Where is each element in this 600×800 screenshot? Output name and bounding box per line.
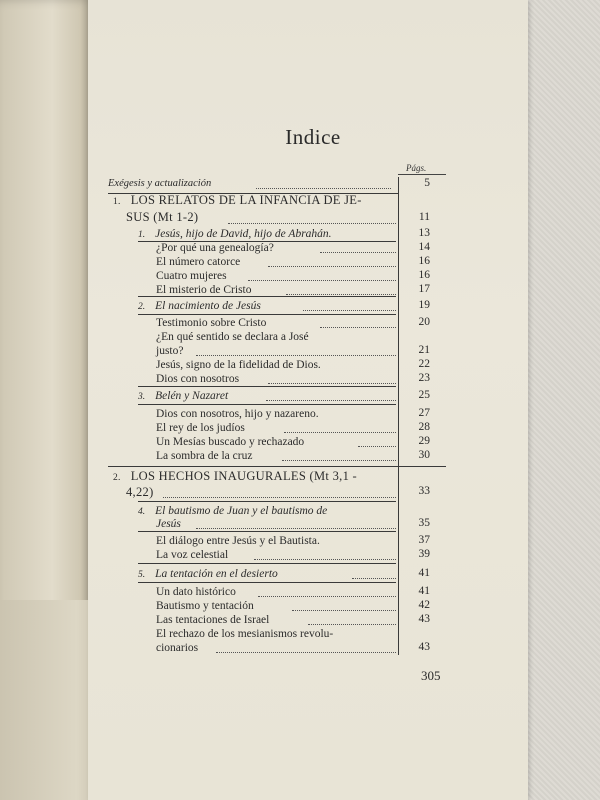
leader-dots bbox=[320, 252, 396, 253]
toc-section-2: 2. LOS HECHOS INAUGURALES (Mt 3,1 - bbox=[113, 469, 358, 483]
toc-section-1-cont: SUS (Mt 1-2) bbox=[126, 210, 199, 224]
toc-subentry: La voz celestial bbox=[156, 549, 229, 561]
leader-dots bbox=[258, 596, 396, 597]
page-number: 27 bbox=[418, 407, 430, 419]
leader-dots bbox=[266, 400, 396, 401]
page-number: 5 bbox=[424, 177, 430, 189]
chapter-rule bbox=[138, 531, 396, 532]
leader-dots bbox=[284, 432, 396, 433]
toc-subentry: Bautismo y tentación bbox=[156, 600, 254, 612]
leader-dots bbox=[254, 559, 396, 560]
page-number: 42 bbox=[418, 599, 430, 611]
leader-dots bbox=[268, 383, 396, 384]
toc-chapter-4-cont: Jesús bbox=[156, 518, 181, 530]
toc-subentry: El número catorce bbox=[156, 256, 241, 268]
toc-subentry: Dios con nosotros, hijo y nazareno. bbox=[156, 408, 319, 420]
leader-dots bbox=[282, 460, 396, 461]
page-number: 21 bbox=[418, 344, 430, 356]
leader-dots bbox=[163, 497, 396, 498]
page-number: 37 bbox=[418, 534, 430, 546]
page-number: 19 bbox=[418, 299, 430, 311]
page-number: 39 bbox=[418, 548, 430, 560]
page-number: 22 bbox=[418, 358, 430, 370]
toc-subentry: El rey de los judíos bbox=[156, 422, 245, 434]
toc-subentry: Cuatro mujeres bbox=[156, 270, 227, 282]
toc-subentry: justo? bbox=[156, 345, 184, 357]
table-of-contents bbox=[88, 0, 528, 800]
chapter-rule bbox=[138, 314, 396, 315]
leader-dots bbox=[292, 610, 396, 611]
chapter-rule bbox=[138, 404, 396, 405]
leader-dots bbox=[228, 223, 396, 224]
page-number: 16 bbox=[418, 255, 430, 267]
leader-dots bbox=[196, 355, 396, 356]
leader-dots bbox=[358, 446, 396, 447]
toc-subentry: Testimonio sobre Cristo bbox=[156, 317, 267, 329]
page-number: 23 bbox=[418, 372, 430, 384]
leader-dots bbox=[268, 266, 396, 267]
leader-dots bbox=[286, 294, 396, 295]
chapter-rule bbox=[138, 582, 396, 583]
page-number: 29 bbox=[418, 435, 430, 447]
toc-subentry: Un dato histórico bbox=[156, 586, 236, 598]
page-number: 17 bbox=[418, 283, 430, 295]
toc-chapter-5: 5. La tentación en el desierto bbox=[138, 568, 278, 580]
page-number: 13 bbox=[418, 227, 430, 239]
toc-subentry: El diálogo entre Jesús y el Bautista. bbox=[156, 535, 320, 547]
toc-subentry: cionarios bbox=[156, 642, 199, 654]
toc-chapter-4: 4. El bautismo de Juan y el bautismo de bbox=[138, 505, 328, 517]
page-number: 11 bbox=[418, 211, 430, 223]
chapter-rule bbox=[138, 296, 396, 297]
toc-chapter-2: 2. El nacimiento de Jesús bbox=[138, 300, 261, 312]
leader-dots bbox=[196, 528, 396, 529]
chapter-rule bbox=[138, 386, 396, 387]
leader-dots bbox=[248, 280, 396, 281]
chapter-rule bbox=[138, 501, 396, 502]
leader-dots bbox=[216, 652, 396, 653]
toc-subentry: ¿En qué sentido se declara a José bbox=[156, 331, 309, 343]
leader-dots bbox=[303, 310, 396, 311]
toc-subentry: Jesús, signo de la fidelidad de Dios. bbox=[156, 359, 321, 371]
page-column-rule bbox=[398, 177, 399, 655]
leader-dots bbox=[256, 188, 391, 189]
page-number: 30 bbox=[418, 449, 430, 461]
toc-subentry: La sombra de la cruz bbox=[156, 450, 253, 462]
toc-section-2-cont: 4,22) bbox=[126, 485, 154, 499]
page-number: 20 bbox=[418, 316, 430, 328]
page-number: 41 bbox=[418, 585, 430, 597]
toc-subentry: Las tentaciones de Israel bbox=[156, 614, 270, 626]
page-number: 41 bbox=[418, 567, 430, 579]
folio-page-number: 305 bbox=[421, 668, 441, 683]
pages-column-header: Págs. bbox=[406, 163, 427, 173]
leader-dots bbox=[308, 624, 396, 625]
page-number: 43 bbox=[418, 613, 430, 625]
book-page bbox=[88, 0, 528, 800]
section-rule bbox=[108, 466, 446, 467]
toc-subentry: Dios con nosotros bbox=[156, 373, 240, 385]
toc-section-1: 1. LOS RELATOS DE LA INFANCIA DE JE- bbox=[113, 193, 362, 207]
toc-chapter-3: 3. Belén y Nazaret bbox=[138, 390, 229, 402]
page-number: 25 bbox=[418, 389, 430, 401]
page-number: 33 bbox=[418, 485, 430, 497]
leader-dots bbox=[352, 578, 396, 579]
page-number: 43 bbox=[418, 641, 430, 653]
toc-subentry: El misterio de Cristo bbox=[156, 284, 252, 296]
toc-entry-exegesis: Exégesis y actualización bbox=[108, 178, 212, 189]
page-number: 35 bbox=[418, 517, 430, 529]
toc-subentry: El rechazo de los mesianismos revolu- bbox=[156, 628, 334, 640]
page-number: 16 bbox=[418, 269, 430, 281]
page-title: Indice bbox=[285, 125, 341, 149]
toc-subentry: ¿Por qué una genealogía? bbox=[156, 242, 274, 254]
page-number: 28 bbox=[418, 421, 430, 433]
page-number: 14 bbox=[418, 241, 430, 253]
leader-dots bbox=[320, 327, 396, 328]
toc-chapter-1: 1. Jesús, hijo de David, hijo de Abrahán. bbox=[138, 228, 332, 240]
chapter-rule bbox=[138, 563, 396, 564]
toc-subentry: Un Mesías buscado y rechazado bbox=[156, 436, 305, 448]
